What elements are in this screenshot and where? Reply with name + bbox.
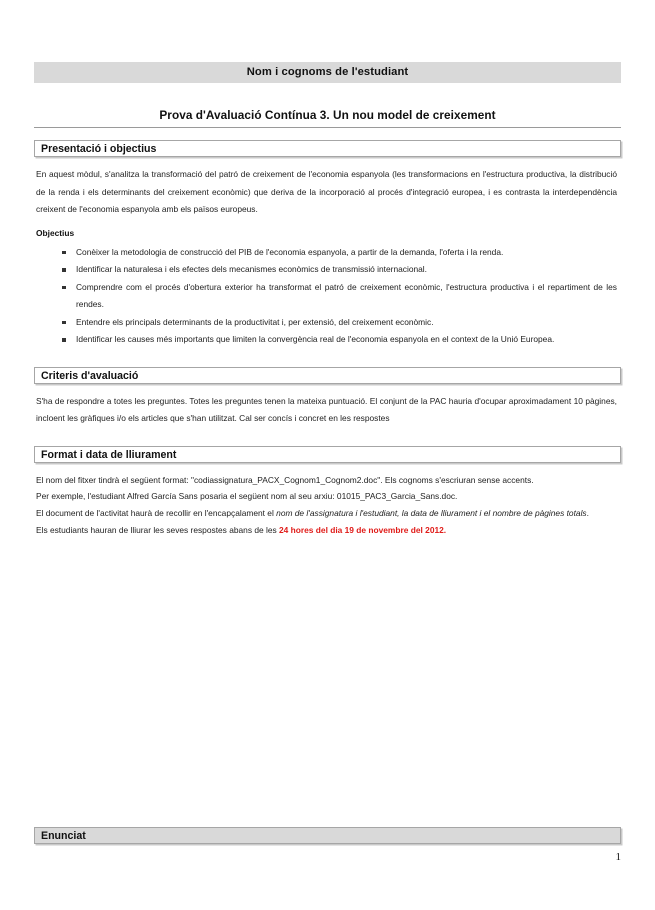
format-header-requirements-suffix: . <box>586 507 589 518</box>
student-name-banner: Nom i cognoms de l'estudiant <box>34 62 621 83</box>
format-filename-rule: El nom del fitxer tindrà el següent format: "codiassignatura_PACX_Cognom1_Cognom2.doc". Els cognoms s'escriuran sense accents. <box>36 474 534 485</box>
enunciat-block <box>34 827 621 844</box>
section-header-enunciat: Enunciat <box>34 827 621 844</box>
list-item: Comprendre com el procés d'obertura exterior ha transformat el patró de creixement econòmic, l'estructura productiva i el repartiment de les rendes. <box>34 279 621 314</box>
page-number: 1 <box>615 851 621 863</box>
list-item: Identificar les causes més importants que limiten la convergència real de l'economia espanyola en el context de la Unió Europea. <box>34 331 621 349</box>
presentacio-intro-paragraph: En aquest mòdul, s'analitza la transformació del patró de creixement de l'economia espanyola (les transformacions en l'estructura productiva, la distribució de la renda i els determinants del creixement econòmic) que deriva de la incorporació al procés d'integració europea, i es contrasta la interdependència creixent de l'economia espanyola amb els països europeus. <box>36 169 617 214</box>
list-item: Entendre els principals determinants de la productivitat i, per extensió, del creixement econòmic. <box>34 314 621 332</box>
format-deadline-prefix: Els estudiants hauran de lliurar les seves respostes abans de les <box>36 525 280 535</box>
format-header-requirements-italic: nom de l'assignatura i l'estudiant, la data de lliurament i el nombre de pàgines totals <box>276 507 587 518</box>
list-item: Conèixer la metodologia de construcció del PIB de l'economia espanyola, a partir de la demanda, l'oferta i la renda. <box>34 244 621 262</box>
document-page <box>0 62 655 910</box>
section-header-format: Format i data de lliurament <box>34 446 621 463</box>
format-header-requirements <box>34 505 621 523</box>
criteris-paragraph: S'ha de respondre a totes les preguntes. Totes les preguntes tenen la mateixa puntuació. El conjunt de la PAC hauria d'ocupar aproximadament 10 pàgines, incloent les gràfiques i/o els articles que s'han utilitzat. Cal ser concís i concret en les respostes <box>36 395 617 423</box>
format-header-requirements-prefix: El document de l'activitat haurà de recollir en l'encapçalament el <box>36 507 277 518</box>
section-header-presentacio: Presentació i objectius <box>34 140 621 157</box>
page-title: Prova d'Avaluació Contínua 3. Un nou model de creixement <box>159 108 496 122</box>
objectius-subheading: Objectius <box>36 227 75 238</box>
format-filename-example: Per exemple, l'estudiant Alfred García Sans posaria el següent nom al seu arxiu: 01015_PAC3_Garcia_Sans.doc. <box>36 491 458 501</box>
format-deadline-date: 24 hores del dia 19 de novembre del 2012. <box>279 525 447 535</box>
list-item: Identificar la naturalesa i els efectes dels mecanismes econòmics de transmissió internacional. <box>34 261 621 279</box>
section-header-criteris: Criteris d'avaluació <box>34 367 621 384</box>
format-deadline <box>34 522 621 539</box>
objectius-list <box>34 244 621 349</box>
